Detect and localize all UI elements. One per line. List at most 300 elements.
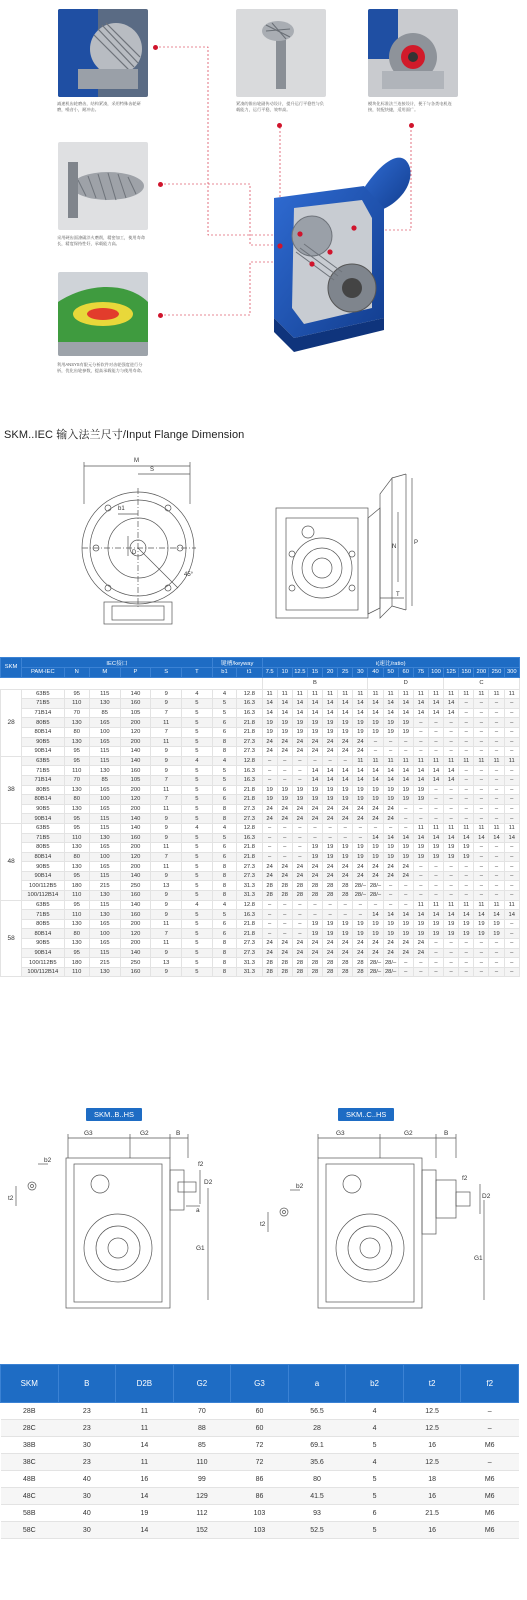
value-cell: 180 (64, 958, 89, 968)
value-cell: 105 (120, 708, 151, 718)
value-cell: 27.3 (237, 862, 262, 872)
header-cell: f2 (461, 1365, 519, 1403)
ratio-cell: – (398, 958, 413, 968)
callout-dot (153, 45, 158, 50)
table-cell: 103 (231, 1505, 289, 1522)
label-b2: b2 (296, 1183, 304, 1190)
value-cell: 130 (64, 804, 89, 814)
ratio-cell: – (444, 891, 459, 901)
ratio-cell: 14 (398, 775, 413, 785)
callout-dot (277, 123, 282, 128)
value-cell: 120 (120, 852, 151, 862)
value-cell: 165 (89, 843, 120, 853)
ratio-cell: 14 (323, 699, 338, 709)
ratio-cell: 14 (444, 910, 459, 920)
ratio-cell: – (474, 795, 489, 805)
value-cell: 4 (182, 900, 213, 910)
ratio-cell: 24 (277, 747, 292, 757)
value-cell: 120 (120, 929, 151, 939)
ratio-cell: 28 (307, 891, 322, 901)
ratio-cell: 14 (413, 708, 428, 718)
value-cell: 21.8 (237, 795, 262, 805)
table-cell: 5 (346, 1437, 404, 1454)
ratio-cell: – (262, 900, 277, 910)
ratio-cell: 24 (307, 814, 322, 824)
ratio-cell: 14 (428, 833, 443, 843)
ratio-cell: 28 (323, 967, 338, 977)
value-cell: 16.3 (237, 910, 262, 920)
ratio-cell: – (474, 747, 489, 757)
ratio-cell: 19 (459, 929, 474, 939)
table-cell: 16 (403, 1437, 461, 1454)
value-cell: 165 (89, 737, 120, 747)
table-cell: 4 (346, 1420, 404, 1437)
ratio-cell: 28 (353, 967, 368, 977)
table-row (1, 1505, 519, 1522)
ratio-cell: 14 (262, 708, 277, 718)
header-col: P (120, 668, 151, 678)
ratio-cell: 11 (413, 823, 428, 833)
ratio-cell: – (459, 708, 474, 718)
ratio-cell: 28 (292, 958, 307, 968)
ratio-cell: 11 (413, 900, 428, 910)
ratio-cell: – (489, 891, 504, 901)
table-row (1, 804, 520, 814)
value-cell: 115 (89, 756, 120, 766)
table-cell: 5 (346, 1488, 404, 1505)
value-cell: 5 (182, 871, 213, 881)
pam-iec-cell: 80B5 (22, 843, 64, 853)
callout-dot (158, 313, 163, 318)
ratio-cell: 19 (489, 919, 504, 929)
value-cell: 130 (64, 862, 89, 872)
ratio-cell: – (353, 823, 368, 833)
value-cell: 160 (120, 766, 151, 776)
value-cell: 11 (151, 804, 182, 814)
value-cell: 100 (89, 929, 120, 939)
ratio-cell: – (277, 766, 292, 776)
ratio-cell: – (428, 814, 443, 824)
value-cell: 31.3 (237, 891, 262, 901)
value-cell: 5 (182, 833, 213, 843)
value-cell: 11 (151, 843, 182, 853)
ratio-cell: 19 (353, 727, 368, 737)
ratio-cell: – (428, 891, 443, 901)
ratio-cell: – (368, 900, 383, 910)
ratio-cell: 28 (292, 891, 307, 901)
ratio-cell: – (489, 737, 504, 747)
header-keyway: 键槽/keyway (212, 658, 262, 668)
ratio-cell: 19 (277, 785, 292, 795)
table-cell: M6 (461, 1505, 519, 1522)
ratio-cell: – (383, 881, 398, 891)
ratio-cell: 19 (277, 795, 292, 805)
header-ratio-value: 12.5 (294, 669, 306, 676)
ratio-cell: 19 (338, 795, 353, 805)
label-g2: G2 (140, 1130, 149, 1137)
pam-iec-cell: 71B5 (22, 699, 64, 709)
pam-iec-cell: 80B14 (22, 727, 64, 737)
pam-iec-cell: 80B14 (22, 929, 64, 939)
pam-iec-cell: 80B5 (22, 718, 64, 728)
label-f2: f2 (198, 1161, 204, 1168)
value-cell: 31.3 (237, 958, 262, 968)
value-cell: 9 (151, 747, 182, 757)
value-cell: 6 (212, 785, 236, 795)
value-cell: 130 (89, 699, 120, 709)
ratio-cell: – (428, 804, 443, 814)
ratio-cell: – (474, 871, 489, 881)
ratio-cell: 19 (307, 852, 322, 862)
dim-label-t: T (396, 592, 400, 598)
table-cell: M6 (461, 1488, 519, 1505)
ratio-cell: – (459, 718, 474, 728)
ratio-cell: – (459, 891, 474, 901)
ratio-cell: – (504, 718, 519, 728)
ratio-cell: 19 (307, 919, 322, 929)
ratio-cell: 19 (292, 727, 307, 737)
value-cell: 110 (64, 699, 89, 709)
value-cell: 7 (151, 852, 182, 862)
ratio-cell: 11 (444, 823, 459, 833)
ratio-cell: – (413, 737, 428, 747)
ratio-cell: – (262, 929, 277, 939)
ratio-cell: – (292, 756, 307, 766)
pam-iec-cell: 90B14 (22, 871, 64, 881)
ratio-cell: 14 (444, 708, 459, 718)
ratio-cell: – (474, 814, 489, 824)
ratio-cell: 28 (338, 891, 353, 901)
table-cell: 14 (116, 1437, 174, 1454)
ratio-cell: – (292, 852, 307, 862)
table-cell: 23 (58, 1420, 116, 1437)
ratio-cell: – (292, 910, 307, 920)
table-cell: 110 (173, 1454, 231, 1471)
value-cell: 130 (64, 843, 89, 853)
table-row (1, 891, 520, 901)
table-cell: 72 (231, 1454, 289, 1471)
header-ratio-value: 15 (307, 668, 322, 678)
value-cell: 115 (89, 747, 120, 757)
ratio-cell: 19 (353, 843, 368, 853)
ratio-cell: 19 (353, 785, 368, 795)
value-cell: 5 (182, 708, 213, 718)
table-cell: 11 (116, 1403, 174, 1420)
ratio-cell: – (504, 958, 519, 968)
ratio-cell: 24 (307, 939, 322, 949)
ratio-cell: 19 (413, 852, 428, 862)
value-cell: 165 (89, 785, 120, 795)
value-cell: 27.3 (237, 948, 262, 958)
table-row (1, 852, 520, 862)
value-cell: 27.3 (237, 939, 262, 949)
ratio-cell: 28/– (369, 969, 382, 976)
ratio-cell: 19 (338, 785, 353, 795)
ratio-cell: 28/– (369, 959, 382, 966)
ratio-cell: – (459, 862, 474, 872)
value-cell: 130 (89, 833, 120, 843)
ratio-cell: 11 (368, 689, 383, 699)
table-row (1, 939, 520, 949)
ratio-cell: – (292, 823, 307, 833)
ratio-cell: 14 (428, 910, 443, 920)
ratio-cell: 24 (307, 871, 322, 881)
value-cell: 5 (182, 862, 213, 872)
ratio-group-row (1, 677, 520, 689)
table-row (1, 910, 520, 920)
value-cell: 11 (151, 919, 182, 929)
ratio-cell: 19 (338, 718, 353, 728)
table-row (1, 881, 520, 891)
ratio-cell: 19 (413, 929, 428, 939)
value-cell: 11 (151, 939, 182, 949)
ratio-cell: 11 (428, 756, 443, 766)
table-cell: 19 (116, 1505, 174, 1522)
header-cell: D2B (116, 1365, 174, 1403)
value-cell: 215 (89, 881, 120, 891)
value-cell: 5 (212, 910, 236, 920)
ratio-cell: 14 (398, 766, 413, 776)
value-cell: 8 (212, 939, 236, 949)
ratio-cell: – (459, 804, 474, 814)
ratio-cell: 11 (428, 900, 443, 910)
table-cell: – (461, 1454, 519, 1471)
value-cell: 13 (151, 958, 182, 968)
value-cell: 95 (64, 823, 89, 833)
value-cell: 115 (89, 900, 120, 910)
ratio-cell: 19 (444, 919, 459, 929)
value-cell: 9 (151, 756, 182, 766)
value-cell: 5 (212, 708, 236, 718)
value-cell: 80 (64, 795, 89, 805)
ratio-cell: – (489, 766, 504, 776)
ratio-cell: – (368, 747, 383, 757)
value-cell: 16.3 (237, 708, 262, 718)
table-cell: 93 (288, 1505, 346, 1522)
value-cell: 95 (64, 747, 89, 757)
pam-iec-cell: 100/112B5 (22, 958, 64, 968)
skm-size-cell: 58 (1, 900, 22, 977)
ratio-cell: – (504, 948, 519, 958)
ratio-cell: – (338, 900, 353, 910)
ratio-cell: 28/– (369, 892, 382, 899)
ratio-cell: – (489, 958, 504, 968)
value-cell: 11 (151, 862, 182, 872)
ratio-cell: 19 (277, 727, 292, 737)
ratio-cell: 24 (292, 747, 307, 757)
ratio-cell: – (277, 843, 292, 853)
ratio-cell: 28 (277, 891, 292, 901)
dim-label-d: D (132, 550, 137, 556)
caption-2: 紧凑的锥齿轮副传动设计，提升运行平稳性与负载能力，运行平稳，效率高。 (236, 101, 324, 112)
ratio-cell: 19 (368, 718, 383, 728)
table-cell: 103 (231, 1522, 289, 1539)
value-cell: 5 (182, 881, 213, 891)
ratio-cell: 14 (504, 910, 519, 920)
value-cell: 9 (151, 699, 182, 709)
header-ratio-value: 30 (353, 668, 368, 678)
table-cell: 129 (173, 1488, 231, 1505)
ratio-cell: 28 (277, 967, 292, 977)
caption-3: 模块化标准法兰连接设计，便于与各类电机连接，装配快捷，适用面广。 (368, 101, 452, 112)
value-cell: 27.3 (237, 804, 262, 814)
ratio-cell: – (323, 900, 338, 910)
ratio-cell: – (504, 871, 519, 881)
table-cell: 16 (403, 1522, 461, 1539)
ratio-cell: 19 (398, 727, 413, 737)
table-cell: 72 (231, 1437, 289, 1454)
header-cell: a (288, 1365, 346, 1403)
table-row (1, 862, 520, 872)
table-cell: 60 (231, 1403, 289, 1420)
ratio-cell: 11 (428, 689, 443, 699)
ratio-cell: 19 (398, 919, 413, 929)
ratio-cell: 11 (292, 689, 307, 699)
ratio-cell: – (428, 967, 443, 977)
ratio-cell: 14 (428, 775, 443, 785)
value-cell: 27.3 (237, 747, 262, 757)
ratio-cell: 24 (413, 939, 428, 949)
ratio-cell: – (489, 785, 504, 795)
ratio-cell: 24 (277, 871, 292, 881)
ratio-cell: 24 (307, 737, 322, 747)
ratio-cell: – (444, 814, 459, 824)
pam-iec-cell: 100/112B14 (22, 967, 64, 977)
caption-5: 利用ANSYS有限元分析软件对齿轮强度进行分析，优化齿轮参数，提高承载能力与使用寿命。 (57, 362, 145, 373)
ratio-cell: 19 (323, 795, 338, 805)
ratio-cell: 19 (474, 919, 489, 929)
ratio-cell: 11 (262, 689, 277, 699)
header-cell: G2 (173, 1365, 231, 1403)
table-cell: 11 (116, 1420, 174, 1437)
ratio-cell: – (504, 727, 519, 737)
value-cell: 130 (89, 910, 120, 920)
table-row (1, 727, 520, 737)
ratio-cell: 24 (277, 814, 292, 824)
value-cell: 9 (151, 871, 182, 881)
ratio-cell: 28 (292, 881, 307, 891)
ratio-cell: – (474, 766, 489, 776)
label-g2: G2 (404, 1130, 413, 1137)
dim-label-p: P (414, 540, 419, 546)
ratio-cell: 11 (428, 823, 443, 833)
value-cell: 8 (212, 737, 236, 747)
ratio-cell: – (368, 823, 383, 833)
ratio-cell: – (474, 862, 489, 872)
table-cell: 12.5 (403, 1403, 461, 1420)
ratio-cell: 19 (262, 795, 277, 805)
ratio-cell: 24 (323, 862, 338, 872)
pam-iec-cell: 71B5 (22, 910, 64, 920)
ratio-cell: 24 (277, 862, 292, 872)
ratio-cell: – (444, 939, 459, 949)
value-cell: 130 (64, 939, 89, 949)
value-cell: 200 (120, 785, 151, 795)
ratio-cell: 19 (323, 727, 338, 737)
value-cell: 9 (151, 910, 182, 920)
ratio-cell: 28 (277, 881, 292, 891)
value-cell: 95 (64, 689, 89, 699)
ratio-cell: 24 (323, 737, 338, 747)
ratio-cell: 28 (338, 881, 353, 891)
table-cell: 28 (288, 1420, 346, 1437)
ratio-cell: – (292, 766, 307, 776)
ratio-cell: 24 (338, 862, 353, 872)
table-row (1, 785, 520, 795)
header-ratio-value: 20 (323, 668, 338, 678)
label-b2: b2 (44, 1157, 52, 1164)
ratio-cell: 11 (459, 689, 474, 699)
header-ratio-value: 150 (459, 668, 474, 678)
header-ratio-value: 40 (368, 668, 383, 678)
table-cell: 4 (346, 1454, 404, 1471)
ratio-cell: – (428, 939, 443, 949)
ratio-cell: – (459, 939, 474, 949)
ratio-cell: – (504, 881, 519, 891)
ratio-cell: 28 (353, 958, 368, 968)
ratio-cell: 24 (292, 948, 307, 958)
ratio-cell: – (398, 881, 413, 891)
table-cell: 14 (116, 1488, 174, 1505)
value-cell: 5 (182, 785, 213, 795)
ratio-cell: – (444, 785, 459, 795)
pam-iec-cell: 71B5 (22, 833, 64, 843)
ratio-cell: 19 (398, 929, 413, 939)
ratio-cell: 28 (262, 891, 277, 901)
ratio-cell: 14 (353, 775, 368, 785)
ratio-cell: 11 (504, 756, 519, 766)
ratio-cell: 28 (292, 967, 307, 977)
ratio-cell: 24 (353, 871, 368, 881)
pam-iec-cell: 63B5 (22, 900, 64, 910)
ratio-cell: – (504, 939, 519, 949)
value-cell: 200 (120, 939, 151, 949)
ratio-cell: 19 (383, 843, 398, 853)
table-cell: 12.5 (403, 1454, 461, 1471)
value-cell: 12.8 (237, 823, 262, 833)
ratio-cell: 11 (338, 689, 353, 699)
ratio-cell: – (307, 900, 322, 910)
dim-label-b1: b1 (118, 506, 125, 512)
value-cell: 110 (64, 833, 89, 843)
ratio-cell: 24 (338, 737, 353, 747)
value-cell: 4 (212, 823, 236, 833)
ratio-cell: – (277, 919, 292, 929)
header-ratio-value: 50 (383, 668, 398, 678)
value-cell: 4 (212, 756, 236, 766)
ratio-cell: – (474, 948, 489, 958)
ratio-cell: 24 (338, 814, 353, 824)
ratio-cell: 14 (353, 699, 368, 709)
ratio-cell: 11 (277, 689, 292, 699)
ratio-group-b: B (262, 677, 368, 689)
value-cell: 5 (182, 958, 213, 968)
ratio-cell: 24 (323, 814, 338, 824)
ratio-cell: – (489, 814, 504, 824)
ratio-cell: 11 (504, 689, 519, 699)
header-ratio-value: 25 (338, 668, 353, 678)
ratio-cell: – (292, 775, 307, 785)
ratio-cell: – (444, 718, 459, 728)
value-cell: 8 (212, 862, 236, 872)
value-cell: 21.8 (237, 727, 262, 737)
value-cell: 110 (64, 891, 89, 901)
ratio-cell: 19 (383, 785, 398, 795)
table-cell: 30 (58, 1522, 116, 1539)
value-cell: 21.8 (237, 718, 262, 728)
ratio-cell: 19 (428, 919, 443, 929)
ratio-cell: – (292, 900, 307, 910)
